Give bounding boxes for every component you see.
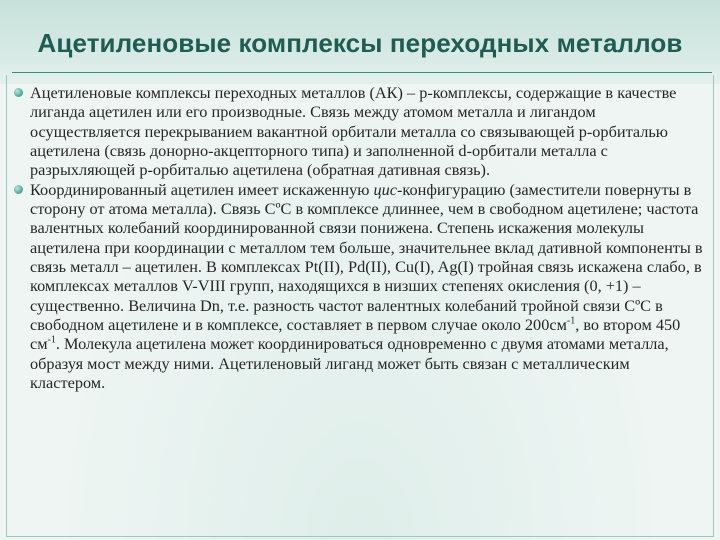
- bullet-text-part: -конфигурацию (заместители повернуты в сторону от атома металла). Связь С: [30, 179, 692, 219]
- bullet-text-part: Координированный ацетилен имеет искаженную: [30, 179, 374, 199]
- slide-title: Ацетиленовые комплексы переходных металлов: [37, 28, 683, 58]
- superscript: -1: [566, 315, 576, 327]
- bullet-text-part: , во втором 450 см: [30, 315, 681, 354]
- bullet-text: Ацетиленовые комплексы переходных металлов (АК) – p-комплексы, содержащие в качестве лиганда ацетилен или его производные. Связь между атомом металла и лигандом осуществляется перекрыванием вакантной орбитали металла со связывающей p-орбиталью ацетилена (связь донорно-акцепторного типа) и заполненной d-орбитали металла с разрыхляющей p-орбиталью ацетилена (обратная дативная связь).: [30, 83, 677, 180]
- bullet-item-definition: [14, 83, 706, 180]
- triple-bond-symbol: º: [635, 295, 641, 315]
- bullet-list: [14, 83, 706, 393]
- bullet-dot-icon: [14, 88, 23, 97]
- bullet-dot-icon: [14, 185, 23, 194]
- bullet-item-coordination: [14, 180, 706, 393]
- triple-bond-symbol: º: [275, 199, 281, 219]
- title-divider: [12, 72, 712, 73]
- bullet-text-part: С в свободном ацетилене и в комплексе, составляет в первом случае около 200см: [30, 295, 663, 335]
- bullet-text-part: С в комплексе длиннее, чем в свободном ацетилене; частота валентных колебаний координированной связи понижена. Степень искажения молекулы ацетилена при координации с металлом тем больше, значительнее вклад дативной компоненты в связь металл – ацетилен. В комплексах Pt(II), Pd(II), Cu(I), Ag(I) тройная связь искажена слабо, в комплексах металлов V-VIII групп, находящихся в низших степенях окисления (0, +1) – существенно. Величина Dn, т.е. разность частот валентных колебаний тройной связи С: [30, 199, 703, 315]
- bullet-text-part: . Молекула ацетилена может координироваться одновременно с двумя атомами металла, образуя мост между ними. Ацетиленовый лиганд может быть связан с металлическим кластером.: [30, 334, 669, 393]
- bullet-text-italic: цис: [373, 179, 397, 199]
- superscript: -1: [47, 335, 56, 347]
